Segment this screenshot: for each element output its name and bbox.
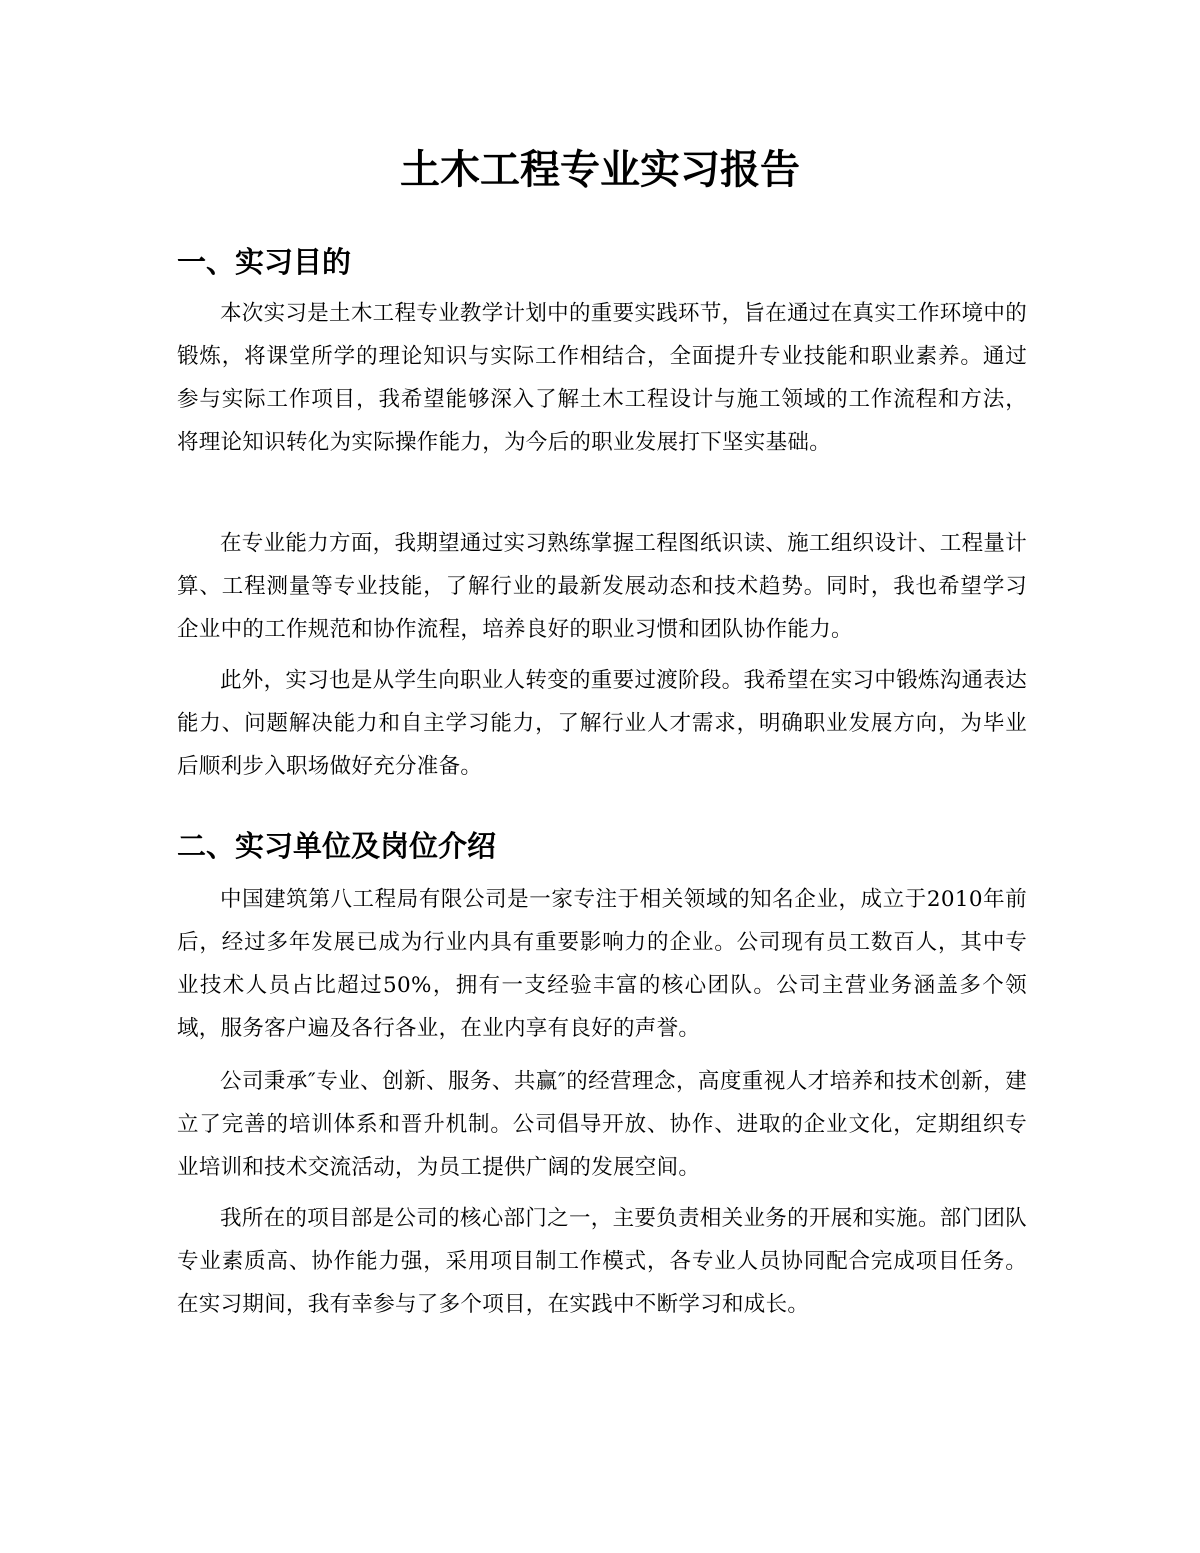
section-heading-purpose: 一、实习目的 [177, 245, 352, 279]
document-title: 土木工程专业实习报告 [400, 147, 800, 193]
paragraph: 中国建筑第八工程局有限公司是一家专注于相关领域的知名企业，成立于2010年前后，经过多年发展已成为行业内具有重要影响力的企业。公司现有员工数百人，其中专业技术人员占比超过50%，拥有一支经验丰富的核心团队。公司主营业务涵盖多个领域，服务客户遍及各行各业，在业内享有良好的声誉。 [177, 887, 1027, 1041]
paragraph: 此外，实习也是从学生向职业人转变的重要过渡阶段。我希望在实习中锻炼沟通表达能力、问题解决能力和自主学习能力，了解行业人才需求，明确职业发展方向，为毕业后顺利步入职场做好充分准备。 [177, 668, 1027, 779]
paragraph: 在专业能力方面，我期望通过实习熟练掌握工程图纸识读、施工组织设计、工程量计算、工程测量等专业技能，了解行业的最新发展动态和技术趋势。同时，我也希望学习企业中的工作规范和协作流程，培养良好的职业习惯和团队协作能力。 [177, 531, 1027, 642]
paragraph: 公司秉承″专业、创新、服务、共赢″的经营理念，高度重视人才培养和技术创新，建立了完善的培训体系和晋升机制。公司倡导开放、协作、进取的企业文化，定期组织专业培训和技术交流活动，为员工提供广阔的发展空间。 [177, 1069, 1027, 1180]
section-heading-company: 二、实习单位及岗位介绍 [177, 829, 497, 863]
paragraph: 本次实习是土木工程专业教学计划中的重要实践环节，旨在通过在真实工作环境中的锻炼，将课堂所学的理论知识与实际工作相结合，全面提升专业技能和职业素养。通过参与实际工作项目，我希望能够深入了解土木工程设计与施工领域的工作流程和方法，将理论知识转化为实际操作能力，为今后的职业发展打下坚实基础。 [177, 301, 1027, 455]
paragraph: 我所在的项目部是公司的核心部门之一，主要负责相关业务的开展和实施。部门团队专业素质高、协作能力强，采用项目制工作模式，各专业人员协同配合完成项目任务。在实习期间，我有幸参与了多个项目，在实践中不断学习和成长。 [177, 1206, 1027, 1317]
